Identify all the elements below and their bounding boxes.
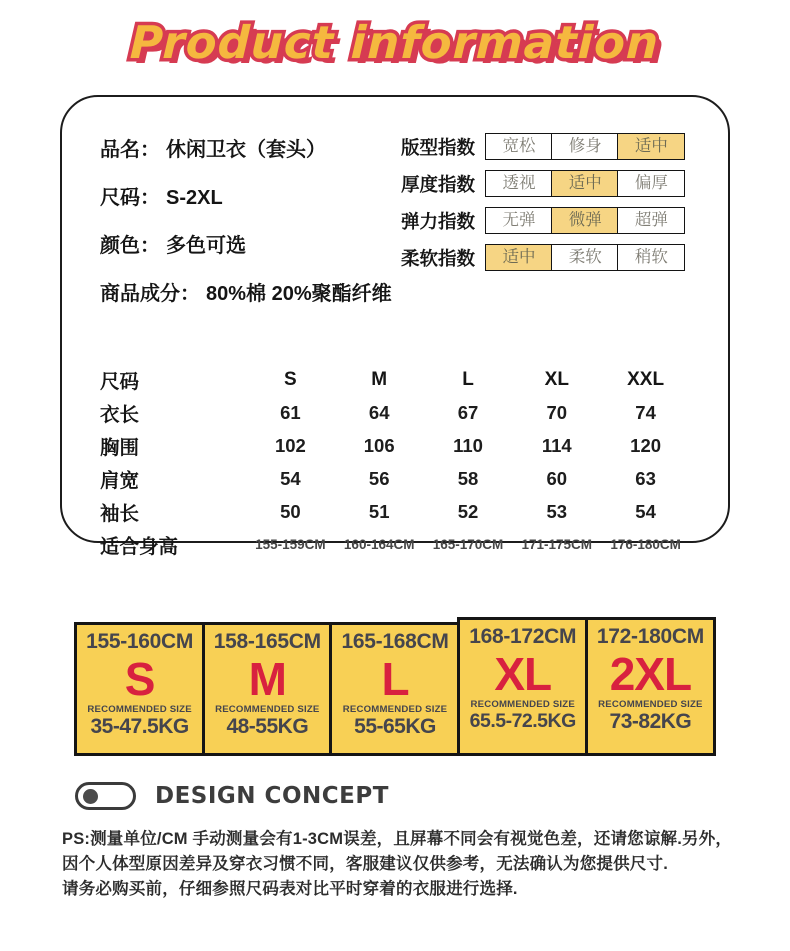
table-row-garment-length — [100, 396, 690, 429]
index-option: 适中 — [551, 170, 619, 197]
tile-weight-range: 35-47.5KG — [90, 715, 189, 738]
field-value: 休闲卫衣（套头） — [166, 139, 326, 161]
ps-line: 因个人体型原因差异及穿衣习惯不同，客服建议仅供参考，无法确认为您提供尺寸. — [62, 855, 668, 873]
field-label: 尺码： — [100, 187, 160, 209]
table-row-shoulder — [100, 462, 690, 495]
index-option: 稍软 — [617, 244, 685, 271]
index-option: 超弹 — [617, 207, 685, 234]
page-title: Product information — [129, 16, 661, 69]
product-info-panel — [60, 95, 730, 558]
table-row-sleeve — [100, 495, 690, 528]
index-label: 厚度指数 — [401, 173, 476, 195]
cell-value: 54 — [280, 467, 301, 489]
size-tile-xl — [457, 617, 588, 756]
field-label: 商品成分： — [100, 283, 200, 305]
page-header — [0, 0, 790, 69]
cell-value: 110 — [453, 434, 483, 456]
cell-value: 176-180CM — [610, 537, 681, 552]
tile-height-range: 168-172CM — [469, 625, 577, 648]
cell-value: 50 — [280, 500, 301, 522]
size-column-header: M — [371, 368, 388, 390]
ps-line: PS:测量单位/CM 手动测量会有1-3CM误差，且屏幕不同会有视觉色差，还请您谅解.另外， — [62, 830, 733, 848]
cell-value: 61 — [280, 401, 301, 423]
index-ratings — [401, 133, 690, 325]
cell-value: 114 — [541, 434, 572, 456]
row-label: 胸围 — [100, 436, 140, 459]
tile-size-letter: M — [248, 653, 286, 705]
tile-height-range: 158-165CM — [213, 630, 321, 653]
index-label: 柔软指数 — [401, 247, 476, 269]
cell-value: 52 — [457, 500, 479, 522]
field-label: 品名： — [100, 139, 160, 161]
tile-weight-range: 48-55KG — [226, 715, 309, 738]
size-column-header: XL — [544, 368, 569, 390]
cell-value: 63 — [635, 467, 656, 489]
cell-value: 67 — [457, 401, 479, 423]
field-composition — [100, 277, 401, 306]
size-column-header: S — [284, 368, 297, 390]
cell-value: 155-159CM — [255, 537, 326, 552]
size-tile-s — [74, 622, 205, 756]
field-value: 多色可选 — [166, 235, 246, 257]
design-concept-header — [75, 782, 790, 810]
size-tile-l — [329, 622, 460, 756]
index-row-softness — [401, 244, 690, 271]
size-chart-table — [100, 363, 690, 561]
index-option: 修身 — [551, 133, 619, 160]
tile-note: RECOMMENDED SIZE — [470, 699, 575, 710]
index-option: 适中 — [617, 133, 685, 160]
cell-value: 70 — [546, 401, 568, 423]
index-label: 弹力指数 — [401, 210, 476, 232]
tile-size-letter: S — [124, 653, 155, 705]
toggle-icon — [75, 782, 136, 810]
tile-note: RECOMMENDED SIZE — [342, 704, 448, 715]
tile-note: RECOMMENDED SIZE — [87, 704, 192, 715]
tile-note: RECOMMENDED SIZE — [215, 704, 320, 715]
index-label: 版型指数 — [401, 136, 476, 158]
ps-line: 请务必购买前，仔细参照尺码表对比平时穿着的衣服进行选择. — [62, 880, 518, 898]
cell-value: 120 — [630, 434, 662, 456]
index-row-fit — [401, 133, 690, 160]
row-label: 衣长 — [100, 403, 140, 426]
row-label: 肩宽 — [100, 469, 140, 492]
cell-value: 160-164CM — [343, 537, 415, 552]
table-row-chest — [100, 429, 690, 462]
field-value: 80%棉 20%聚酯纤维 — [206, 283, 392, 305]
field-label: 颜色： — [100, 235, 160, 257]
size-tile-m — [202, 622, 333, 756]
cell-value: 53 — [546, 500, 568, 522]
index-option: 微弹 — [551, 207, 619, 234]
tile-weight-range: 65.5-72.5KG — [469, 710, 576, 732]
field-product-name — [100, 133, 401, 162]
cell-value: 64 — [368, 401, 390, 423]
index-option: 柔软 — [551, 244, 619, 271]
tile-height-range: 165-168CM — [341, 630, 449, 653]
size-tile-2xl — [585, 617, 716, 756]
cell-value: 58 — [457, 467, 479, 489]
tile-height-range: 172-180CM — [596, 625, 704, 648]
size-chart-header-label: 尺码 — [100, 370, 140, 393]
index-option: 透视 — [485, 170, 553, 197]
cell-value: 51 — [368, 500, 390, 522]
cell-value: 74 — [635, 401, 656, 423]
cell-value: 56 — [368, 467, 390, 489]
index-row-thickness — [401, 170, 690, 197]
cell-value: 54 — [635, 500, 656, 522]
tile-size-letter: L — [381, 653, 409, 705]
index-option: 适中 — [485, 244, 553, 271]
cell-value: 102 — [274, 434, 306, 456]
index-option: 无弹 — [485, 207, 553, 234]
size-chart-header-row — [100, 363, 690, 396]
field-color — [100, 229, 401, 258]
index-row-elasticity — [401, 207, 690, 234]
product-fields — [100, 133, 401, 325]
recommended-size-grid — [74, 617, 716, 756]
row-label: 袖长 — [100, 502, 140, 525]
size-column-header: XXL — [627, 368, 665, 390]
index-option: 宽松 — [485, 133, 553, 160]
tile-weight-range: 55-65KG — [354, 715, 436, 738]
design-concept-title: DESIGN CONCEPT — [155, 783, 389, 809]
cell-value: 60 — [546, 467, 568, 489]
tile-note: RECOMMENDED SIZE — [598, 699, 703, 710]
tile-size-letter: 2XL — [609, 648, 692, 700]
tile-weight-range: 73-82KG — [609, 710, 692, 733]
tile-size-letter: XL — [494, 648, 552, 700]
size-column-header: L — [462, 368, 474, 390]
tile-height-range: 155-160CM — [86, 630, 194, 653]
toggle-knob-icon — [83, 789, 98, 804]
index-option: 偏厚 — [617, 170, 685, 197]
table-row-height-range — [100, 528, 690, 561]
row-label: 适合身高 — [100, 535, 179, 558]
cell-value: 106 — [363, 434, 395, 456]
ps-disclaimer — [62, 827, 742, 902]
field-value: S-2XL — [166, 187, 223, 209]
cell-value: 171-175CM — [521, 537, 593, 552]
cell-value: 165-170CM — [432, 537, 504, 552]
field-size-range — [100, 181, 401, 210]
